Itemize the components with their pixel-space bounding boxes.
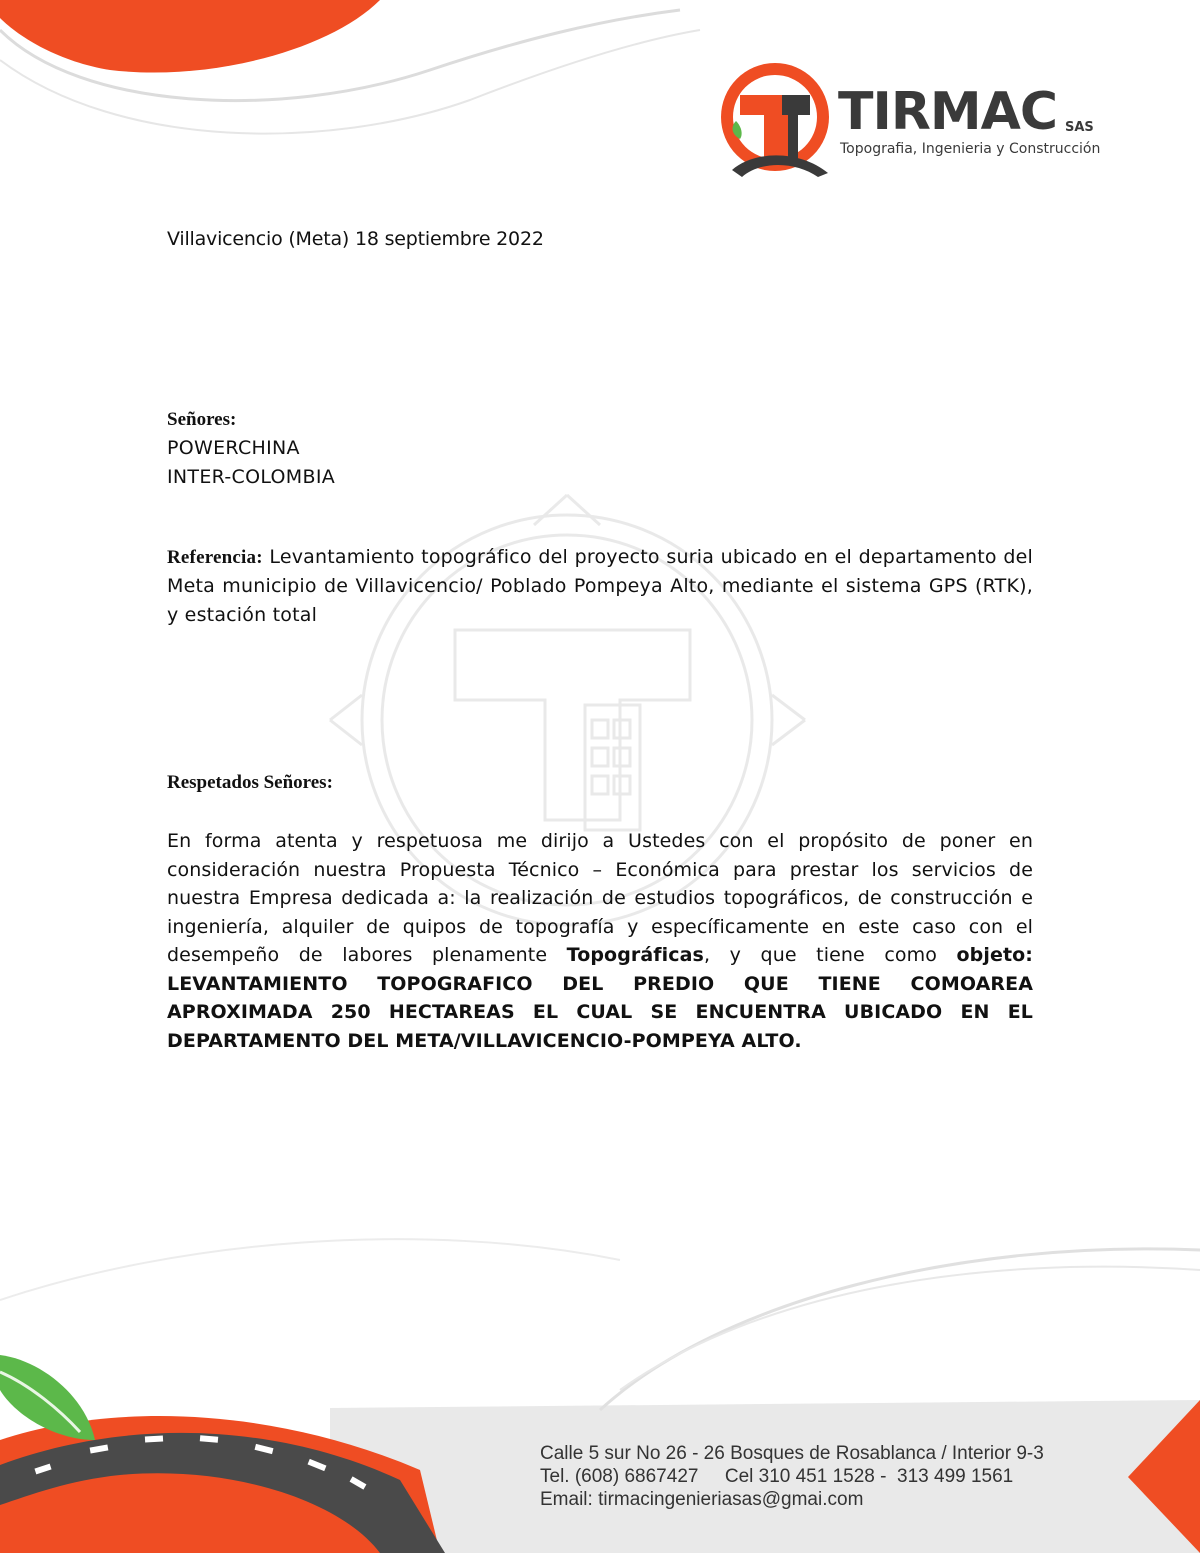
logo-emblem — [721, 63, 829, 177]
footer-leaf — [0, 1355, 95, 1440]
footer-contact — [540, 1442, 1044, 1511]
company-name: TIRMAC — [838, 82, 1058, 142]
top-orange-swoosh — [0, 0, 380, 73]
body-paragraph — [167, 827, 1033, 1055]
recipients-label: Señores: — [167, 409, 237, 430]
reference-text: Levantamiento topográfico del proyecto suria ubicado en el departamento del Meta municipio de Villavicencio/ Poblado Pompeya Alto, mediante el sistema GPS (RTK), y estación total — [167, 546, 1033, 626]
greeting: Respetados Señores: — [167, 772, 333, 793]
footer-arc-3 — [0, 1239, 620, 1300]
footer-address: Calle 5 sur No 26 - 26 Bosques de Rosablanca / Interior 9-3 — [540, 1443, 1044, 1464]
body-intro: En forma atenta y respetuosa me dirijo a Ustedes con el propósito de poner en consideración nuestra Propuesta Técnico – Económica para prestar los servicios de nuestra Empresa dedicada a: la realización de estudios topográficos, de construcción e ingeniería, alquiler de quipos de topografía y específicamente en este caso con el desempeño de labores plenamente — [167, 830, 1033, 966]
company-logo — [710, 55, 1110, 180]
footer-phones: Tel. (608) 6867427 Cel 310 451 1528 - 313 499 1561 — [540, 1466, 1014, 1487]
body-bold-objeto: objeto: — [956, 944, 1033, 966]
footer-arc — [600, 1249, 1200, 1410]
date-line: Villavicencio (Meta) 18 septiembre 2022 — [167, 228, 544, 250]
body-mid: , y que tiene como — [703, 944, 957, 966]
footer-arc-2 — [620, 1267, 1200, 1390]
company-suffix: SAS — [1065, 120, 1094, 135]
recipients-block — [167, 405, 1033, 492]
reference-label: Referencia: — [167, 547, 263, 568]
recipient-line-1: POWERCHINA — [167, 437, 300, 459]
footer-email: Email: tirmacingenieriasas@gmai.com — [540, 1489, 864, 1510]
reference-paragraph — [167, 543, 1033, 630]
company-tagline: Topografia, Ingenieria y Construcción — [840, 141, 1101, 157]
body-object: LEVANTAMIENTO TOPOGRAFICO DEL PREDIO QUE TIENE COMOAREA APROXIMADA 250 HECTAREAS EL CUAL SE ENCUENTRA UBICADO EN EL DEPARTAMENTO DEL META/VILLAVICENCIO-POMPEYA ALTO. — [167, 972, 1033, 1052]
recipient-line-2: INTER-COLOMBIA — [167, 466, 336, 488]
body-bold-topograficas: Topográficas — [566, 944, 704, 966]
